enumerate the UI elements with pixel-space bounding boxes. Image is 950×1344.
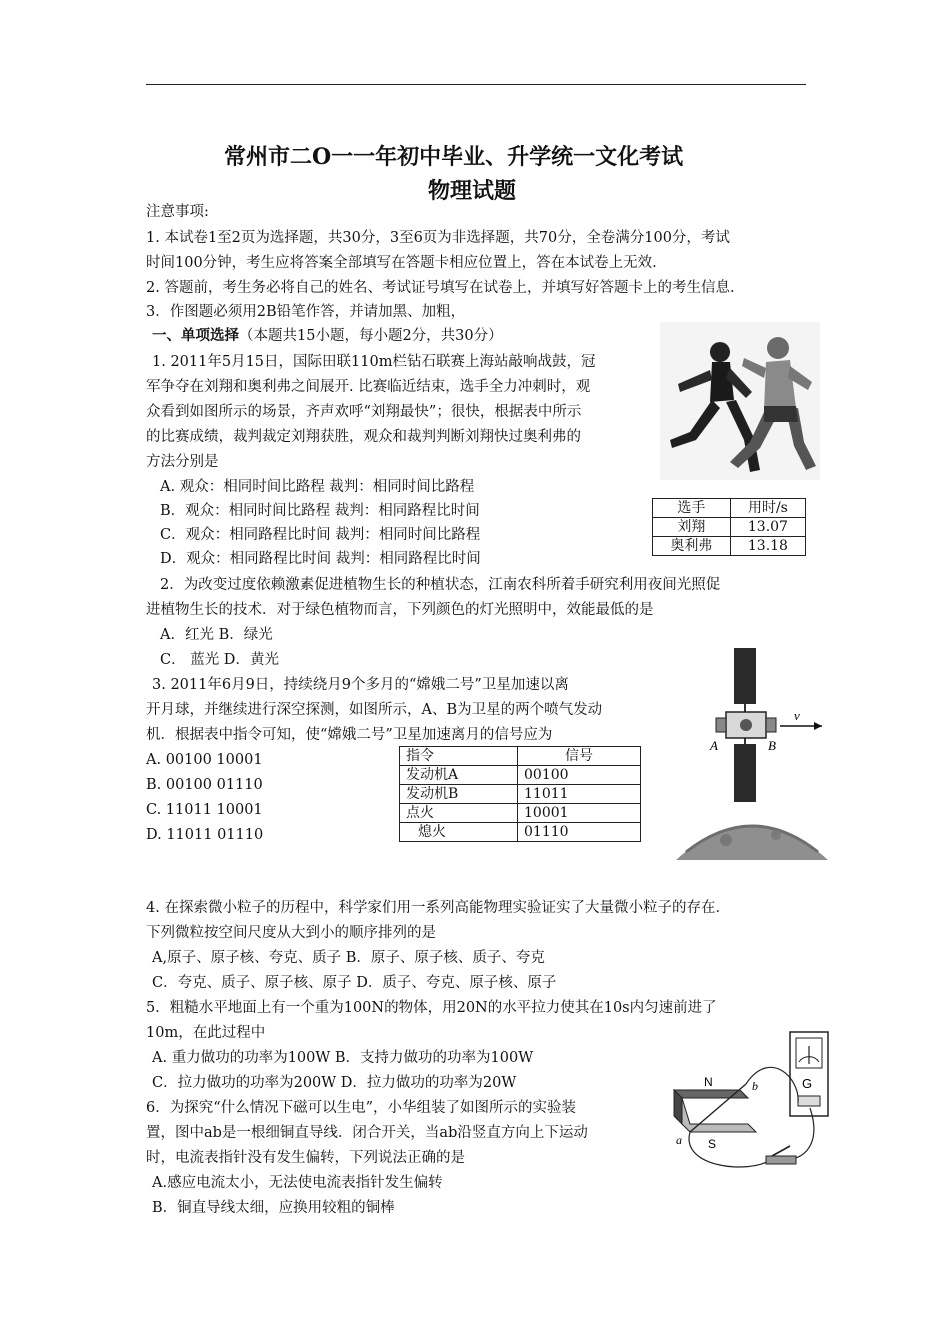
q1-line-1: 1. 2011年5月15日，国际田联110m栏钻石联赛上海站敲响战鼓，冠 bbox=[152, 354, 596, 370]
q1-option-d: D．观众：相同路程比时间 裁判：相同路程比时间 bbox=[160, 551, 481, 567]
q3-table-cell: 熄火 bbox=[400, 823, 518, 842]
q3-table-header-signal: 信号 bbox=[518, 747, 641, 766]
q6-line-3: 时，电流表指针没有发生偏转，下列说法正确的是 bbox=[146, 1150, 465, 1166]
q3-table-cell: 11011 bbox=[518, 785, 641, 804]
section-desc: （本题共15小题，每小题2分，共30分） bbox=[239, 328, 503, 344]
q6-option-a: A.感应电流太小，无法使电流表指针发生偏转 bbox=[152, 1175, 443, 1191]
exam-title: 常州市二O一一年初中毕业、升学统一文化考试 bbox=[224, 144, 684, 170]
hurdlers-photo bbox=[660, 322, 820, 480]
q3-line-2: 开月球，并继续进行深空探测，如图所示，A、B为卫星的两个喷气发动 bbox=[146, 702, 603, 718]
q1-line-3: 众看到如图所示的场景，齐声欢呼“刘翔最快”；很快，根据表中所示 bbox=[146, 404, 582, 420]
q1-option-c: C．观众：相同路程比时间 裁判：相同时间比路程 bbox=[160, 527, 481, 543]
q3-option-c: C. 11011 10001 bbox=[146, 802, 263, 818]
q1-table-cell: 奥利弗 bbox=[653, 537, 731, 556]
q3-signal-table bbox=[399, 746, 641, 842]
q6-option-b: B．铜直导线太细，应换用较粗的铜棒 bbox=[152, 1200, 395, 1216]
exam-subtitle: 物理试题 bbox=[428, 178, 517, 204]
q3-table-cell: 点火 bbox=[400, 804, 518, 823]
velocity-label: v bbox=[794, 708, 800, 723]
q5-options-ab: A. 重力做功的功率为100W B．支持力做功的功率为100W bbox=[152, 1050, 534, 1066]
q5-line-1: 5．粗糙水平地面上有一个重为100N的物体，用20N的水平拉力使其在10s内匀速前进了 bbox=[146, 1000, 717, 1016]
q3-table-cell: 10001 bbox=[518, 804, 641, 823]
q1-table-cell: 13.18 bbox=[730, 537, 805, 556]
q1-table-header-athlete: 选手 bbox=[653, 499, 731, 518]
q3-table-cell: 发动机A bbox=[400, 766, 518, 785]
q1-results-table bbox=[652, 498, 806, 556]
q1-option-a: A. 观众：相同时间比路程 裁判：相同时间比路程 bbox=[160, 479, 475, 495]
q1-table-cell: 13.07 bbox=[730, 518, 805, 537]
engine-b-label: B bbox=[768, 738, 776, 753]
q2-options-ab: A．红光 B．绿光 bbox=[160, 627, 273, 643]
section-heading bbox=[152, 326, 503, 346]
q1-table-cell: 刘翔 bbox=[653, 518, 731, 537]
magnet-north-label: N bbox=[704, 1075, 713, 1089]
q4-line-2: 下列微粒按空间尺度从大到小的顺序排列的是 bbox=[146, 925, 436, 941]
magnet-south-label: S bbox=[708, 1137, 717, 1151]
galvanometer-label: G bbox=[802, 1076, 813, 1091]
note-1a: 1. 本试卷1至2页为选择题，共30分，3至6页为非选择题，共70分，全卷满分100分，考试 bbox=[146, 230, 730, 246]
note-3: 3．作图题必须用2B铅笔作答，并请加黑、加粗， bbox=[146, 304, 466, 320]
section-label: 一、单项选择 bbox=[152, 327, 239, 344]
q3-line-3: 机．根据表中指令可知，使“嫦娥二号”卫星加速离月的信号应为 bbox=[146, 727, 553, 743]
notes-heading: 注意事项: bbox=[146, 204, 209, 220]
q1-line-2: 军争夺在刘翔和奥利弗之间展开. 比赛临近结束，选手全力冲刺时，观 bbox=[146, 379, 591, 395]
q4-line-1: 4. 在探索微小粒子的历程中，科学家们用一系列高能物理实验证实了大量微小粒子的存在． bbox=[146, 900, 730, 916]
q3-table-cell: 00100 bbox=[518, 766, 641, 785]
q2-line-2: 进植物生长的技术．对于绿色植物而言，下列颜色的灯光照明中，效能最低的是 bbox=[146, 602, 654, 618]
satellite-figure bbox=[676, 640, 828, 860]
q4-options-ab: A,原子、原子核、夸克、质子 B．原子、原子核、质子、夸克 bbox=[152, 950, 545, 966]
q4-options-cd: C．夸克、质子、原子核、原子 D．质子、夸克、原子核、原子 bbox=[152, 975, 557, 991]
wire-b-label: b bbox=[752, 1079, 758, 1093]
q3-table-cell: 发动机B bbox=[400, 785, 518, 804]
q3-option-d: D. 11011 01110 bbox=[146, 827, 264, 843]
wire-a-label: a bbox=[676, 1133, 682, 1147]
engine-a-label: A bbox=[710, 738, 718, 753]
q6-line-2: 置，图中ab是一根细铜直导线．闭合开关，当ab沿竖直方向上下运动 bbox=[146, 1125, 588, 1141]
q3-line-1: 3. 2011年6月9日，持续绕月9个多月的“嫦娥二号”卫星加速以离 bbox=[152, 677, 569, 693]
q1-table-header-time: 用时/s bbox=[730, 499, 805, 518]
q5-options-cd: C．拉力做功的功率为200W D．拉力做功的功率为20W bbox=[152, 1075, 517, 1091]
q2-options-cd: C． 蓝光 D．黄光 bbox=[160, 652, 279, 668]
q6-line-1: 6．为探究“什么情况下磁可以生电”，小华组装了如图所示的实验装 bbox=[146, 1100, 577, 1116]
top-rule bbox=[146, 84, 806, 85]
q3-option-a: A. 00100 10001 bbox=[146, 752, 263, 768]
note-1b: 时间100分钟，考生应将答案全部填写在答题卡相应位置上，答在本试卷上无效. bbox=[146, 255, 657, 271]
q1-option-b: B．观众：相同时间比路程 裁判：相同路程比时间 bbox=[160, 503, 480, 519]
note-2: 2. 答题前，考生务必将自己的姓名、考试证号填写在试卷上，并填写好答题卡上的考生信息. bbox=[146, 280, 735, 296]
q3-table-header-command: 指令 bbox=[400, 747, 518, 766]
q3-option-b: B. 00100 01110 bbox=[146, 777, 263, 793]
q5-line-2: 10m，在此过程中 bbox=[146, 1025, 266, 1041]
induction-apparatus-figure bbox=[660, 1028, 836, 1178]
q3-table-cell: 01110 bbox=[518, 823, 641, 842]
q2-line-1: 2．为改变过度依赖激素促进植物生长的种植状态，江南农科所着手研究利用夜间光照促 bbox=[160, 577, 721, 593]
q1-line-4: 的比赛成绩，裁判裁定刘翔获胜，观众和裁判判断刘翔快过奥利弗的 bbox=[146, 429, 581, 445]
q1-line-5: 方法分别是 bbox=[146, 454, 219, 470]
